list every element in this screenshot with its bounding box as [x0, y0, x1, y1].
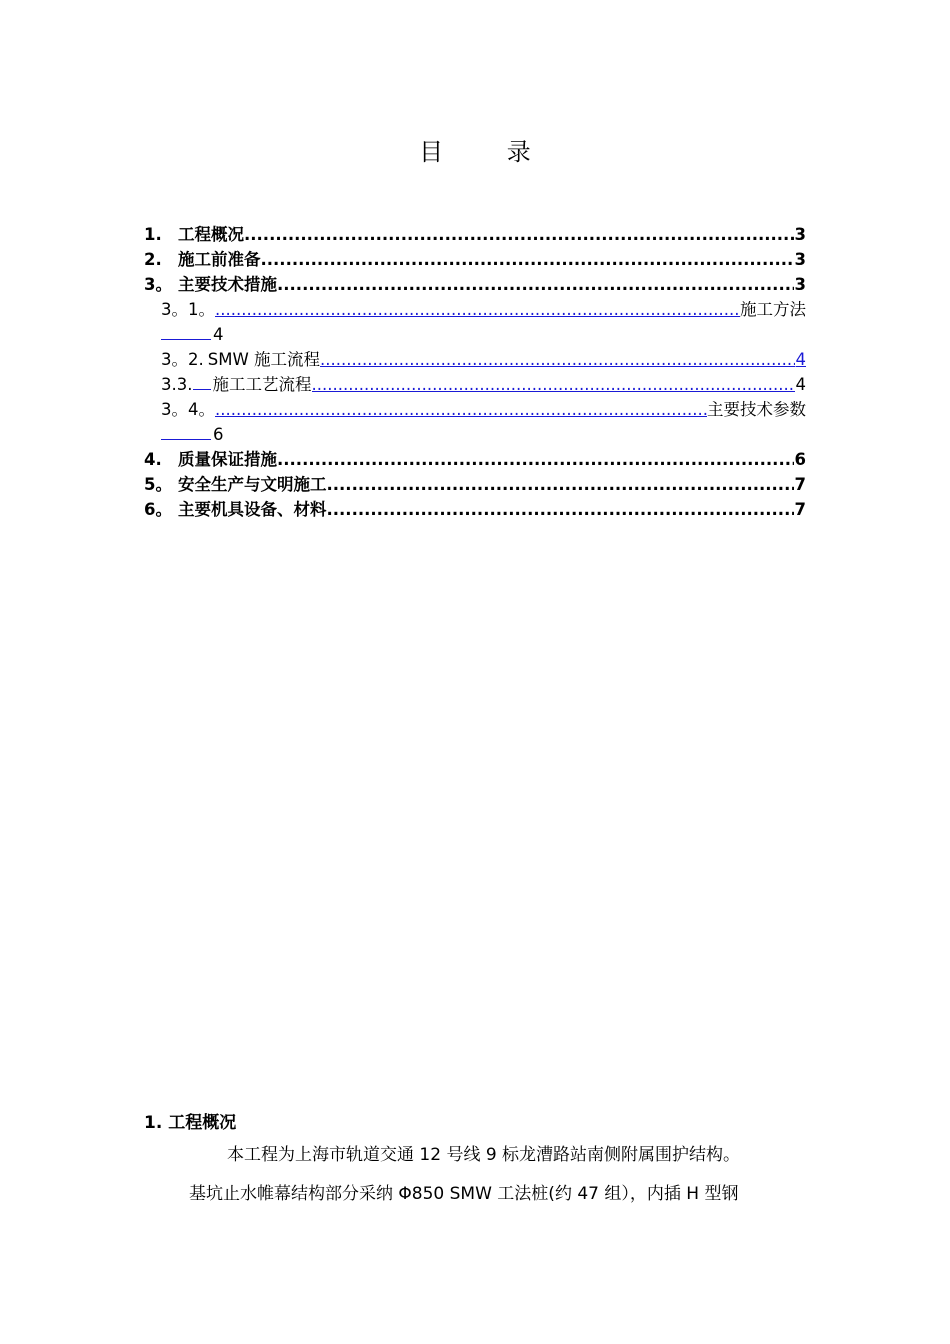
toc-leader-link[interactable]: [215, 397, 707, 422]
toc-entry-3-3[interactable]: [144, 372, 806, 397]
toc-entry-page: 6: [213, 425, 224, 444]
toc-leader-link[interactable]: [215, 297, 740, 322]
toc-entry-label: 安全生产与文明施工: [178, 475, 327, 494]
toc-entry-page[interactable]: 4: [795, 350, 806, 369]
toc-entry-3-1[interactable]: [144, 297, 806, 322]
toc-leader-dots: [327, 472, 794, 497]
toc-entry-number: 3。: [144, 275, 172, 294]
toc-entry-page: 7: [794, 475, 806, 494]
section-heading: 1. 工程概况: [144, 1113, 237, 1133]
toc-entry-page: 4: [213, 325, 224, 344]
toc-entry-number: 3.3.: [161, 375, 193, 394]
toc-leader-dots: [327, 497, 794, 522]
toc-entry-label: 施工方法: [740, 300, 806, 319]
toc-entry-page: 7: [794, 500, 806, 519]
link-underline[interactable]: [193, 375, 211, 390]
toc-leader-dots: [244, 222, 794, 247]
toc-entry-page: 3: [794, 275, 806, 294]
toc-entry-continuation: [144, 322, 806, 347]
toc-entry-number: 2.: [144, 250, 162, 269]
toc-entry-label: 施工前准备: [178, 250, 261, 269]
toc-entry-2[interactable]: [144, 247, 806, 272]
toc-leader-dots: [277, 272, 794, 297]
toc-entry-3-2[interactable]: [144, 347, 806, 372]
toc-entry-page: 3: [794, 225, 806, 244]
toc-entry-number: 3。2.: [161, 350, 204, 369]
toc-entry-label: SMW 施工流程: [207, 350, 321, 369]
body-paragraph: 基坑止水帷幕结构部分采纳 Φ850 SMW 工法桩(约 47 组），内插 H 型钢: [189, 1184, 739, 1204]
toc-entry-number: 3。1。: [161, 300, 215, 319]
toc-entry-1[interactable]: [144, 222, 806, 247]
toc-entry-4[interactable]: [144, 447, 806, 472]
toc-entry-number: 6。: [144, 500, 172, 519]
toc-entry-label: 主要机具设备、材料: [178, 500, 327, 519]
table-of-contents: [144, 222, 806, 522]
toc-entry-page: 3: [794, 250, 806, 269]
toc-entry-number: 5。: [144, 475, 172, 494]
link-underline[interactable]: [161, 423, 211, 440]
toc-entry-page: 4: [795, 375, 806, 394]
link-underline[interactable]: [161, 323, 211, 340]
toc-entry-label: 工程概况: [178, 225, 244, 244]
toc-entry-label: 主要技术参数: [707, 400, 806, 419]
toc-entry-number: 1.: [144, 225, 162, 244]
toc-entry-3-4[interactable]: [144, 397, 806, 422]
toc-entry-number: 4.: [144, 450, 162, 469]
toc-entry-label: 施工工艺流程: [212, 375, 312, 394]
toc-entry-6[interactable]: [144, 497, 806, 522]
toc-leader-link[interactable]: [320, 347, 794, 372]
toc-leader-dots: [277, 447, 794, 472]
toc-leader-link[interactable]: [312, 372, 795, 397]
toc-entry-label: 质量保证措施: [178, 450, 277, 469]
toc-entry-label: 主要技术措施: [178, 275, 277, 294]
toc-leader-dots: [261, 247, 794, 272]
body-paragraph: 本工程为上海市轨道交通 12 号线 9 标龙漕路站南侧附属围护结构。: [227, 1145, 741, 1165]
toc-title: 目 录: [419, 138, 559, 166]
toc-entry-5[interactable]: [144, 472, 806, 497]
toc-entry-number: 3。4。: [161, 400, 215, 419]
toc-entry-page: 6: [794, 450, 806, 469]
toc-entry-3[interactable]: [144, 272, 806, 297]
toc-entry-continuation: [144, 422, 806, 447]
